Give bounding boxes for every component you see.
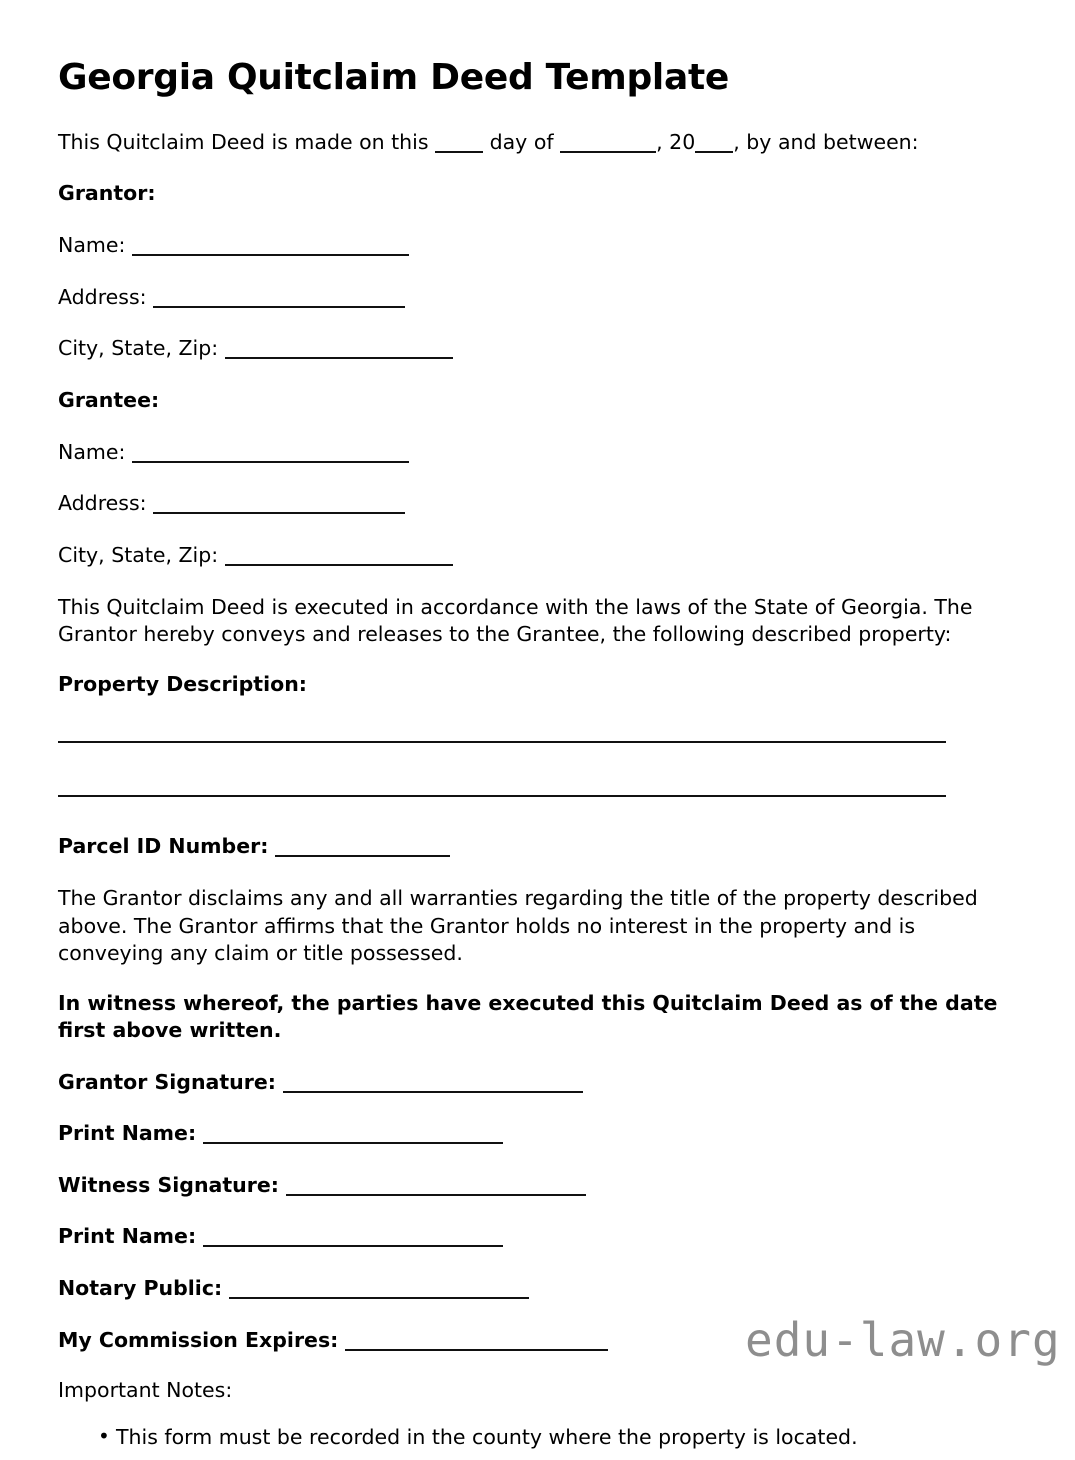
witness-signature-rule (286, 1194, 586, 1196)
grantee-city-rule (225, 564, 453, 566)
grantee-address-rule (153, 512, 405, 514)
commission-expires-rule (345, 1349, 608, 1351)
parcel-id-label: Parcel ID Number: (58, 833, 269, 858)
property-description-line-2 (58, 795, 946, 797)
commission-expires-label: My Commission Expires: (58, 1327, 339, 1352)
grantor-city-row (58, 335, 1002, 362)
grantor-print-name-row (58, 1120, 1002, 1147)
witness-print-name-row (58, 1223, 1002, 1250)
grantee-name-rule (132, 461, 409, 463)
important-notes-label: Important Notes: (58, 1378, 233, 1403)
notary-public-row (58, 1275, 1002, 1302)
witness-print-name-rule (203, 1245, 503, 1247)
grantee-address-row (58, 490, 1002, 517)
year-blank (695, 151, 733, 153)
parcel-id-rule (275, 855, 450, 857)
parcel-id-row (58, 833, 1002, 860)
document-body (58, 58, 1002, 1460)
grantee-heading: Grantee: (58, 388, 160, 413)
grantor-address-rule (153, 306, 405, 308)
grantor-address-label: Address: (58, 284, 147, 309)
grantor-heading: Grantor: (58, 181, 156, 206)
intro-text-after-month: , 20 (656, 129, 696, 154)
page-title: Georgia Quitclaim Deed Template (58, 57, 729, 98)
grantor-signature-row (58, 1069, 1002, 1096)
grantor-name-row (58, 232, 1002, 259)
property-description-line-1 (58, 741, 946, 743)
witness-signature-row (58, 1172, 1002, 1199)
grantee-address-label: Address: (58, 491, 147, 516)
grantor-name-label: Name: (58, 233, 126, 258)
grantee-city-row (58, 542, 1002, 569)
grantor-city-rule (225, 357, 453, 359)
site-watermark: edu-law.org (745, 1313, 1061, 1367)
execution-paragraph: This Quitclaim Deed is executed in accordance with the laws of the State of Georgia. The Grantor hereby conveys and releases to the Grantee, the following described property: (58, 594, 973, 647)
intro-paragraph (58, 129, 1002, 157)
intro-text-before-day: This Quitclaim Deed is made on this (58, 129, 429, 154)
intro-text-after-day: day of (489, 129, 554, 154)
notary-public-rule (229, 1297, 529, 1299)
notary-public-label: Notary Public: (58, 1276, 223, 1301)
intro-text-after-year: , by and between: (733, 129, 919, 154)
month-blank (560, 151, 656, 153)
grantee-name-row (58, 439, 1002, 466)
grantor-signature-label: Grantor Signature: (58, 1069, 276, 1094)
witness-statement: In witness whereof, the parties have executed this Quitclaim Deed as of the date first above written. (58, 991, 998, 1042)
grantee-name-label: Name: (58, 439, 126, 464)
property-description-heading: Property Description: (58, 672, 307, 697)
grantor-city-label: City, State, Zip: (58, 336, 219, 361)
grantor-name-rule (132, 254, 409, 256)
grantor-address-row (58, 284, 1002, 311)
grantor-print-name-label: Print Name: (58, 1121, 197, 1146)
list-item: • This form must be recorded in the county where the property is located. (98, 1424, 1002, 1452)
day-blank (435, 151, 483, 153)
witness-signature-label: Witness Signature: (58, 1172, 279, 1197)
grantor-signature-rule (283, 1091, 583, 1093)
disclaimer-paragraph: The Grantor disclaims any and all warranties regarding the title of the property described above. The Grantor affirms that the Grantor holds no interest in the property and is conveying any claim or title possessed. (58, 885, 978, 966)
grantor-print-name-rule (203, 1142, 503, 1144)
important-notes-list (58, 1424, 1002, 1452)
grantee-city-label: City, State, Zip: (58, 542, 219, 567)
witness-print-name-label: Print Name: (58, 1224, 197, 1249)
